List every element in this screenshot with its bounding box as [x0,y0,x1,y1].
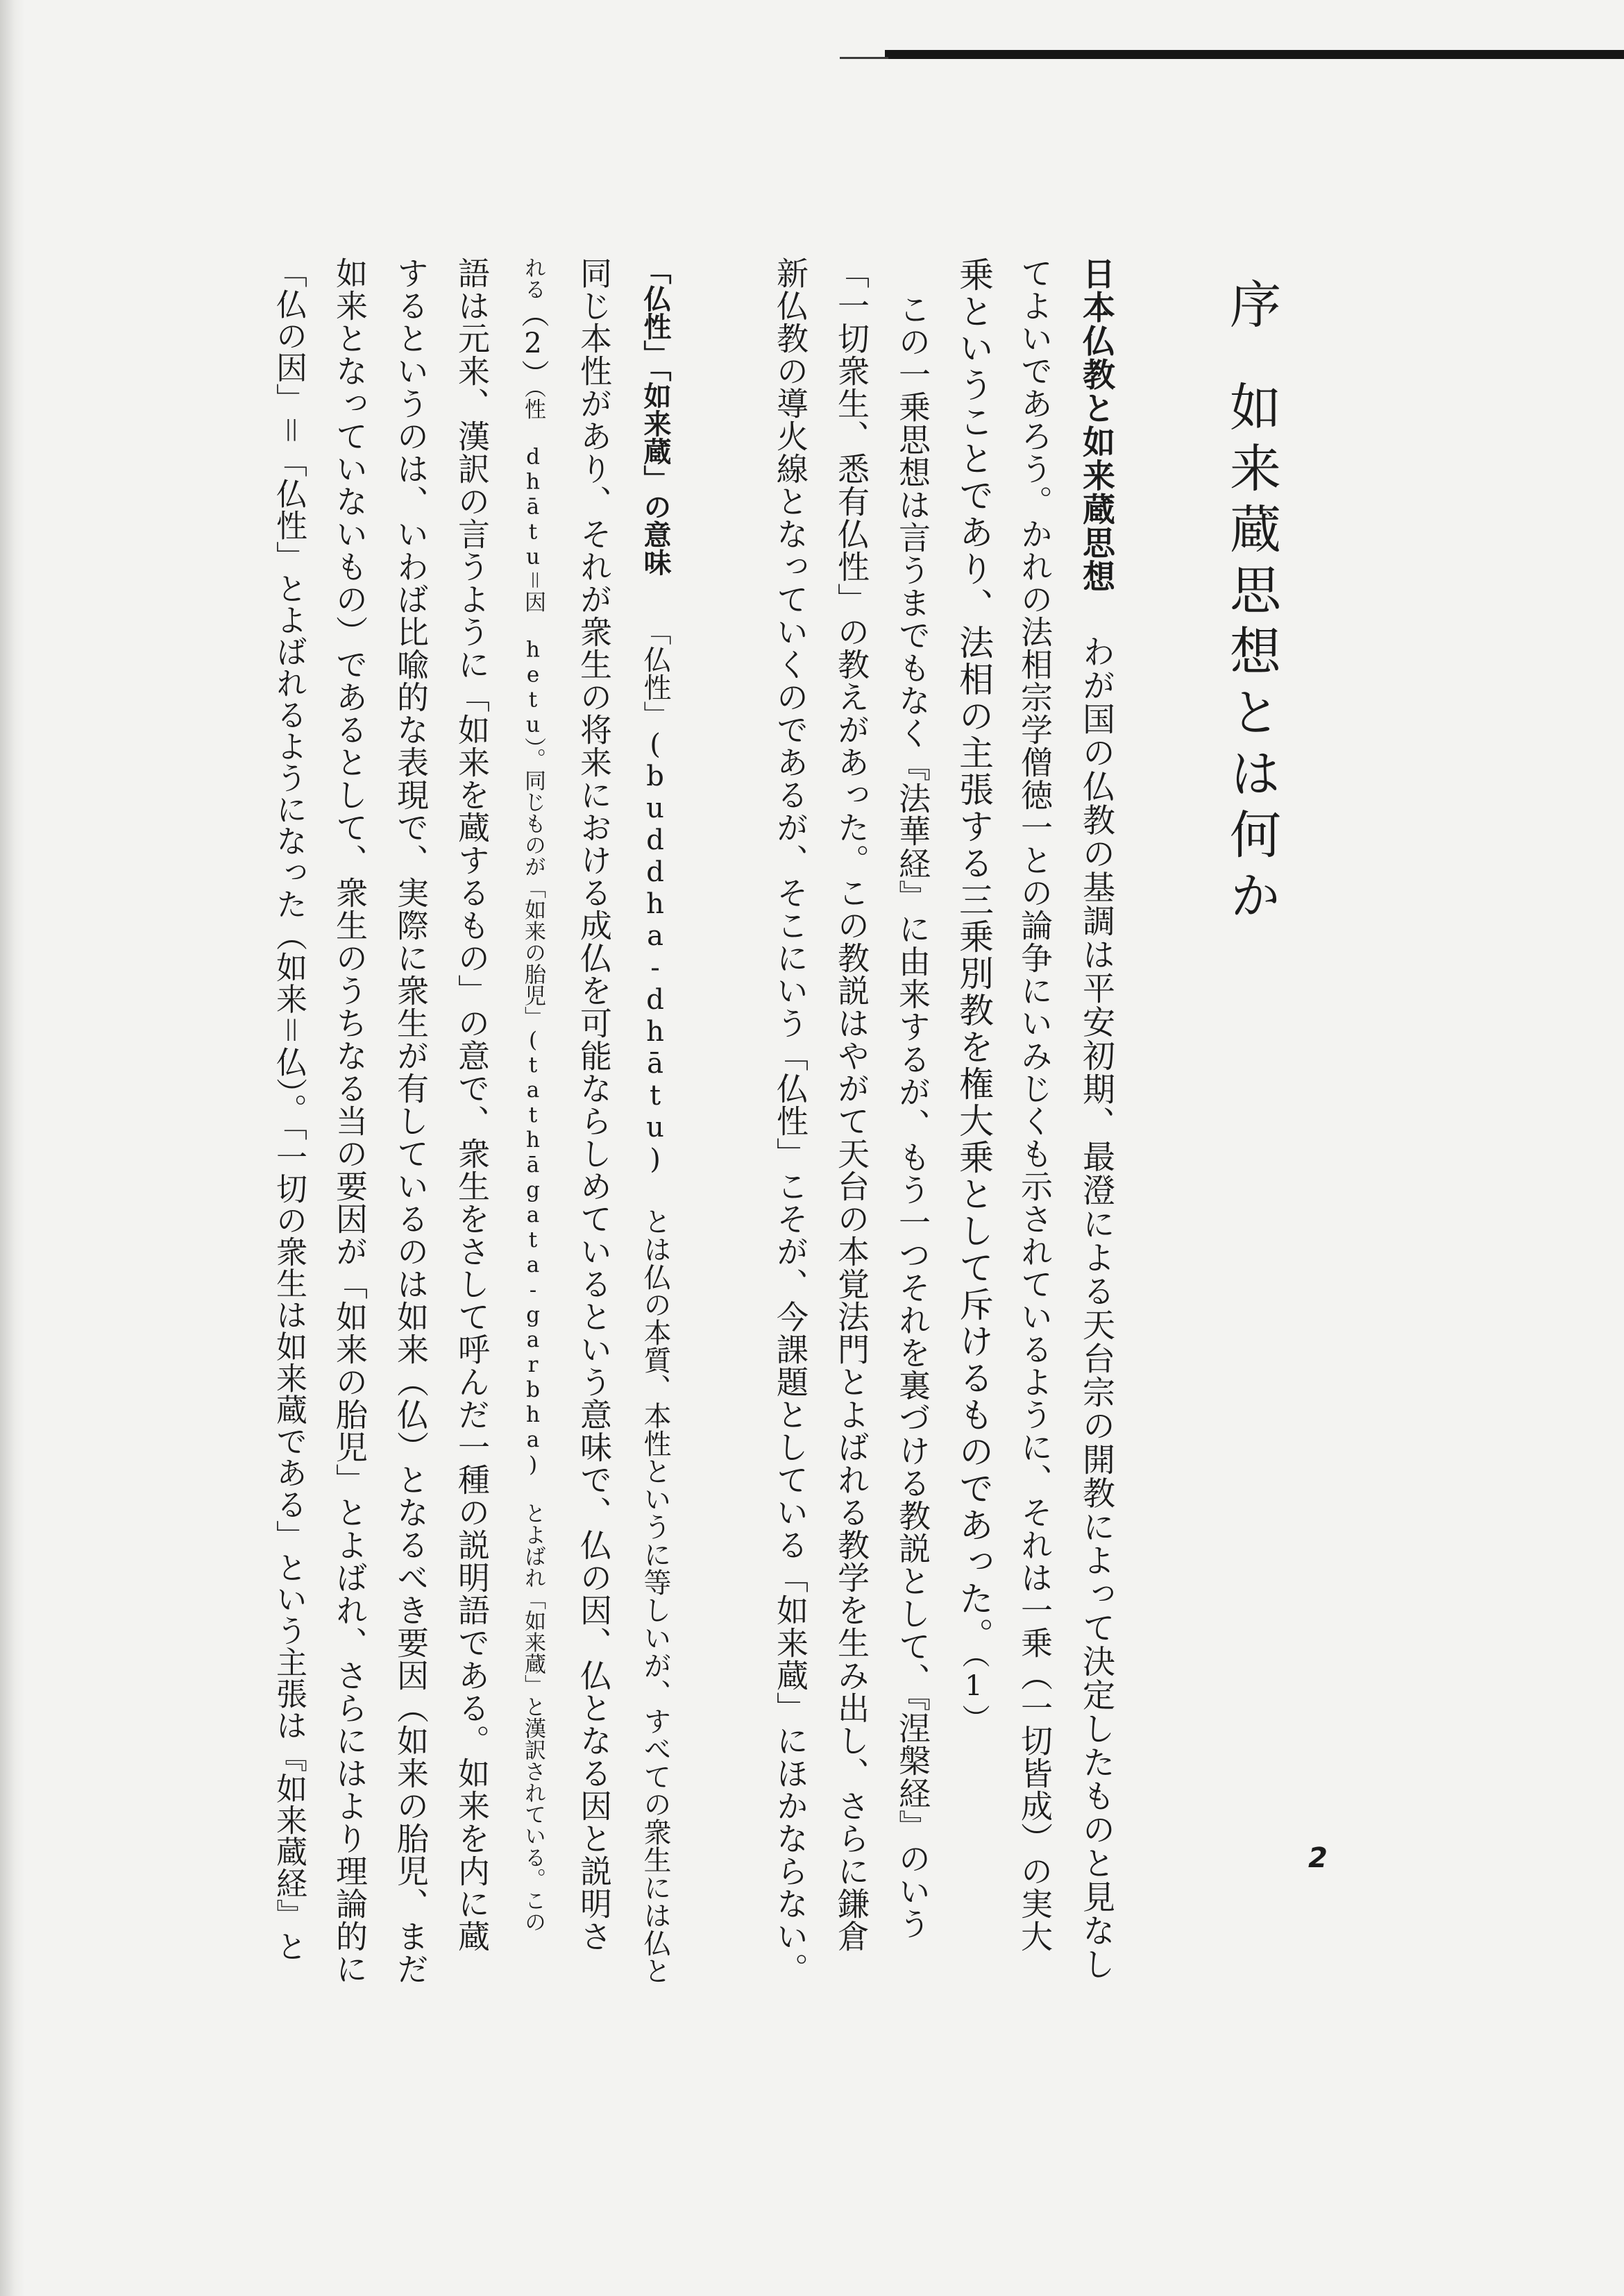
text-column: 同じ本性があり、それが衆生の将来における成仏を可能ならしめているという意味で、仏の因、仏となる因と説明さ [575,257,613,1953]
chapter-title-main: 如来蔵思想とは何か [1221,380,1281,930]
paragraph-text: れる [521,257,545,300]
section-heading: 「仏性」「如来蔵」の意味 [639,257,671,576]
text-column [625,257,686,1984]
text-column: 語は元来、漢訳の言うように「如来を蔵するもの」の意で、衆生をさして呼んだ一種の説明語である。如来を内に蔵 [453,257,491,1953]
text-column: するというのは、いわば比喩的な表現で、実際に衆生が有しているのは如来（仏）となるべき要因（如来の胎児、まだ [392,257,430,1985]
text-column: 新仏教の導火線となっていくのであるが、そこにいう「仏性」こそが、今課題としている「如来蔵」にほかならない。 [772,257,809,1985]
footnote-marker: （2） [517,300,549,387]
text-column: 「一切衆生、悉有仏性」の教えがあった。この教説はやがて天台の本覚法門とよばれる教学を生み出し、さらに鎌倉 [833,257,870,1953]
section-heading: 日本仏教と如来蔵思想 [1077,257,1115,593]
header-rule-tail [840,57,888,59]
footnote-marker: （1） [958,1654,990,1734]
text-column: 如来となっていないもの）であるとして、衆生のうちなる当の要因が「如来の胎児」とよばれ、さらにはより理論的に [331,257,369,1985]
text-column: 「仏の因」＝「仏性」とよばれるようになった（如来＝仏）。「一切の衆生は如来蔵である」という主張は『如来蔵経』と [271,257,307,1962]
page-number: 2 [1308,1842,1328,1874]
paragraph-text: （性 dhātu＝因 hetu）。同じものが「如来の胎児」(tathāgata-garbha) とよばれ「如来蔵」と漢訳されている。この [521,387,545,1932]
paragraph-text: 乗ということであり、法相の主張する三乗別教を権大乗として斥けるものであった。 [954,257,994,1654]
page-binding-edge [0,0,25,2296]
paragraph-text: この一乗思想は言うまでもなく『法華経』に由来するが、もう一つそれを裏づける教説として、『涅槃経』のいう [894,293,931,1940]
text-column [1065,257,1126,1981]
text-column [882,257,943,1940]
chapter-title [1218,278,1285,930]
text-column [943,257,1004,1734]
chapter-title-prefix: 序 [1221,278,1281,339]
paragraph-text: わが国の仏教の基調は平安初期、最澄による天台宗の開教によって決定したものと見なし [1077,635,1115,1981]
paragraph-text: 「仏性」(buddha-dhātu) とは仏の本質、本性というに等しいが、すべての衆生には仏と [639,618,671,1984]
header-rule [885,50,1624,59]
text-column: てよいであろう。かれの法相宗学僧徳一との論争にいみじくも示されているように、それは一乗（一切皆成）の実大 [1016,257,1054,1953]
text-column [502,257,564,1932]
